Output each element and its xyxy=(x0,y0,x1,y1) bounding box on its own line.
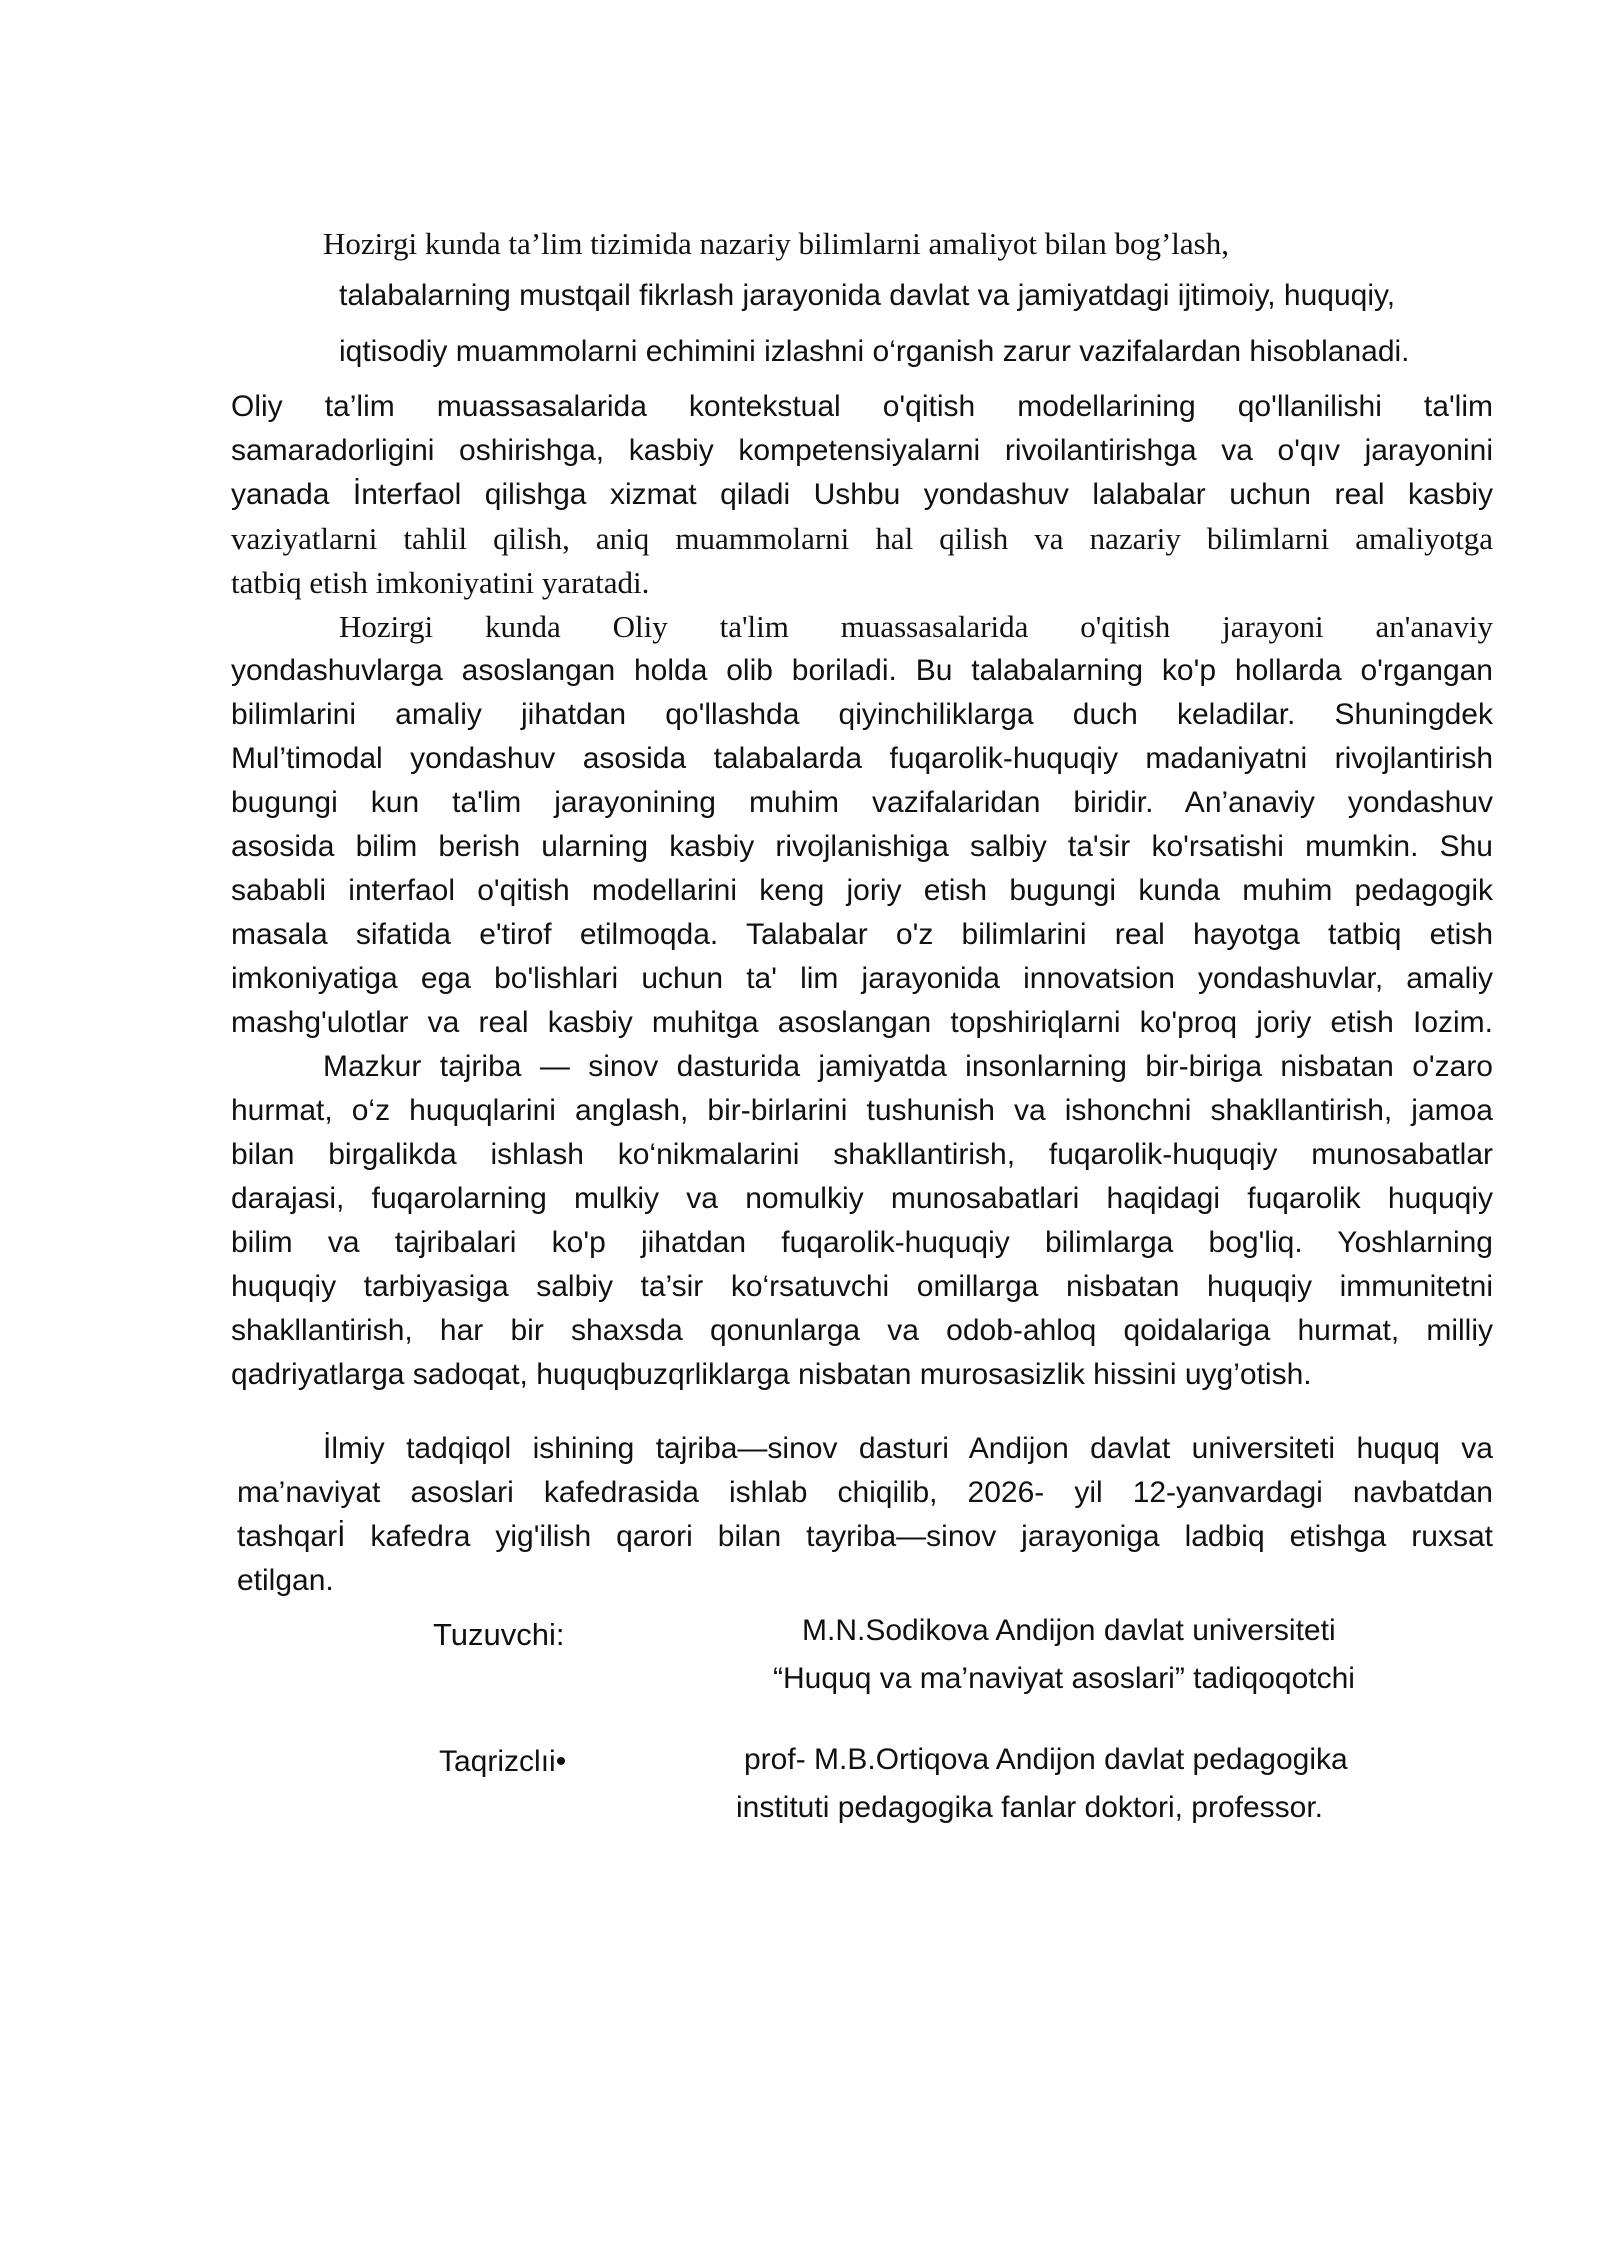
reviewer-line-2: instituti pedagogika fanlar doktori, professor. xyxy=(736,1791,1324,1824)
p1-line-1: Oliy ta’lim muassasalarida kontekstual o'qitish modellarining qo'llanilishi ta'lim xyxy=(231,390,1493,423)
p3-line-6: huquqiy tarbiyasiga salbiy ta’sir ko‘rsatuvchi omillarga nisbatan huquqiy immunitetni xyxy=(231,1270,1493,1303)
compiler-label: Tuzuvchi: xyxy=(433,1617,565,1652)
p2-line-6: asosida bilim berish ularning kasbiy rivojlanishiga salbiy ta'sir ko'rsatishi mumkin. Shu xyxy=(231,830,1493,863)
p1-line-2: samaradorligini oshirishga, kasbiy kompetensiyalarni rivoilantirishga va o'qıv jarayonini xyxy=(231,434,1493,467)
p2-line-10: mashg'ulotlar va real kasbiy muhitga asoslangan topshiriqlarni ko'proq joriy etish Iozim. xyxy=(231,1006,1493,1039)
p2-line-1: Hozirgi kunda Oliy ta'lim muassasalarida o'qitish jarayoni an'anaviy xyxy=(339,609,1493,644)
p4-line-3: tashqarİ kafedra yig'ilish qarori bilan tayriba—sinov jarayoniga ladbiq etishga ruxsat xyxy=(237,1520,1493,1553)
reviewer-line-1: prof- M.B.Ortiqova Andijon davlat pedagogika xyxy=(744,1743,1348,1776)
p3-line-5: bilim va tajribalari ko'p jihatdan fuqarolik-huquqiy bilimlarga bog'liq. Yoshlarning xyxy=(231,1226,1493,1259)
p3-line-7: shakllantirish, har bir shaxsda qonunlarga va odob-ahloq qoidalariga hurmat, milliy xyxy=(231,1314,1493,1347)
p2-line-4: Mul’timodal yondashuv asosida talabalarda fuqarolik-huquqiy madaniyatni rivojlantirish xyxy=(231,742,1493,775)
intro-line-1: Hozirgi kunda ta’lim tizimida nazariy bilimlarni amaliyot bilan bog’lash, xyxy=(323,226,1229,261)
p2-line-9: imkoniyatiga ega bo'lishlari uchun ta' lim jarayonida innovatsion yondashuvlar, amaliy xyxy=(231,962,1493,995)
p4-line-1: İlmiy tadqiqol ishining tajriba—sinov dasturi Andijon davlat universiteti huquq va xyxy=(323,1432,1493,1465)
p3-line-1: Mazkur tajriba — sinov dasturida jamiyatda insonlarning bir-biriga nisbatan o'zaro xyxy=(323,1050,1493,1083)
p2-line-7: sababli interfaol o'qitish modellarini keng joriy etish bugungi kunda muhim pedagogik xyxy=(231,874,1493,907)
p2-line-5: bugungi kun ta'lim jarayonining muhim vazifalaridan biridir. An’anaviy yondashuv xyxy=(231,786,1493,819)
p2-line-2: yondashuvlarga asoslangan holda olib boriladi. Bu talabalarning ko'p hollarda o'rgangan xyxy=(231,654,1493,687)
p4-line-2: ma’naviyat asoslari kafedrasida ishlab chiqilib, 2026- yil 12-yanvardagi navbatdan xyxy=(237,1476,1493,1509)
p3-line-3: bilan birgalikda ishlash ko‘nikmalarini shakllantirish, fuqarolik-huquqiy munosabatlar xyxy=(231,1138,1493,1171)
p2-line-8: masala sifatida e'tirof etilmoqda. Talabalar o'z bilimlarini real hayotga tatbiq etish xyxy=(231,918,1493,951)
intro-line-2: talabalarning mustqail fikrlash jarayonida davlat va jamiyatdagi ijtimoiy, huquqiy, xyxy=(339,279,1396,312)
p1-line-5: tatbiq etish imkoniyatini yaratadi. xyxy=(231,565,650,600)
compiler-line-2: “Huquq va ma’naviyat asoslari” tadiqoqotchi xyxy=(773,1662,1355,1695)
p1-line-4: vaziyatlarni tahlil qilish, aniq muammolarni hal qilish va nazariy bilimlarni amaliyotga xyxy=(231,521,1493,556)
reviewer-label: Taqrizclıi• xyxy=(439,1745,567,1778)
p4-line-4: etilgan. xyxy=(237,1564,334,1597)
p1-line-3: yanada İnterfaol qilishga xizmat qiladi Ushbu yondashuv lalabalar uchun real kasbiy xyxy=(231,478,1493,511)
p3-line-2: hurmat, o‘z huquqlarini anglash, bir-birlarini tushunish va ishonchni shakllantirish, jamoa xyxy=(231,1094,1493,1127)
intro-line-3: iqtisodiy muammolarni echimini izlashni o‘rganish zarur vazifalardan hisoblanadi. xyxy=(339,335,1410,368)
p2-line-3: bilimlarini amaliy jihatdan qo'llashda qiyinchiliklarga duch keladilar. Shuningdek xyxy=(231,698,1493,731)
p3-line-8: qadriyatlarga sadoqat, huquqbuzqrliklarga nisbatan murosasizlik hissini uyg’otish. xyxy=(231,1358,1312,1391)
p3-line-4: darajasi, fuqarolarning mulkiy va nomulkiy munosabatlari haqidagi fuqarolik huquqiy xyxy=(231,1182,1493,1215)
compiler-line-1: M.N.Sodikova Andijon davlat universiteti xyxy=(802,1614,1336,1647)
